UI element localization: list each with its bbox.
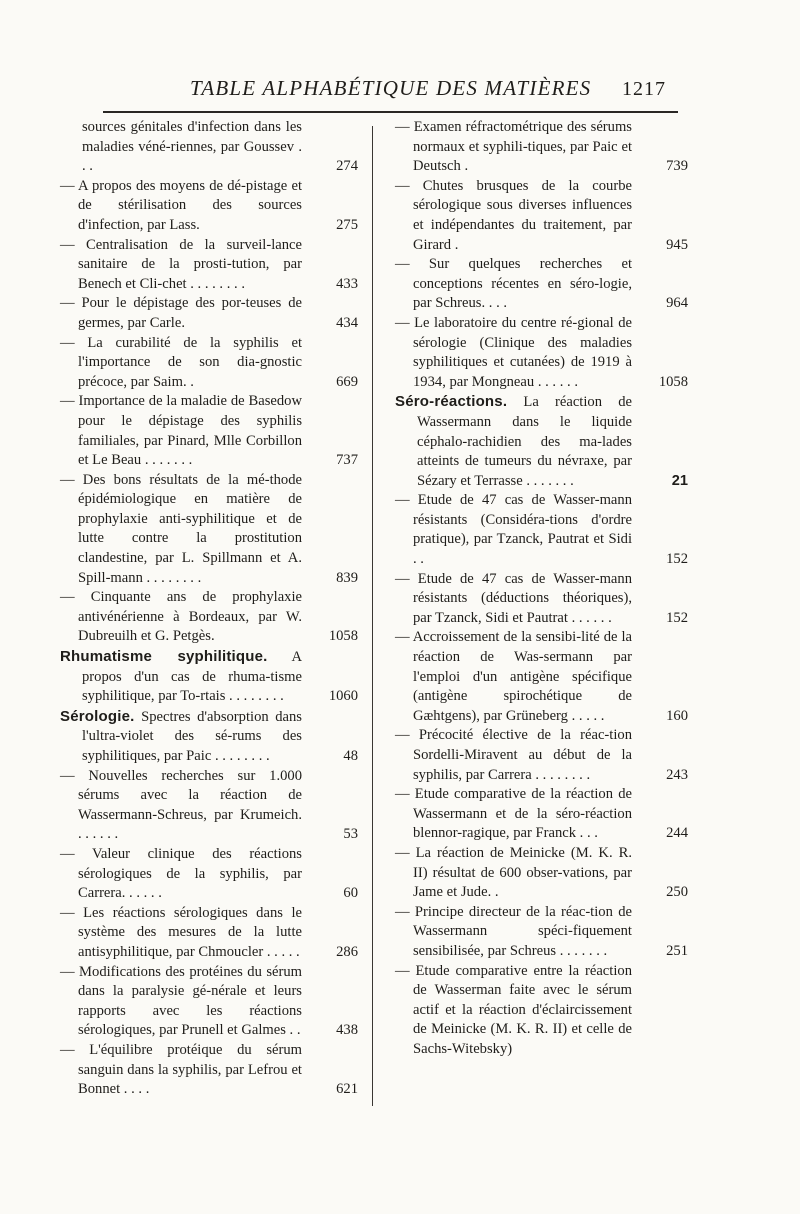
index-entry [60,118,360,177]
index-entry [395,903,690,962]
entry-text [395,392,690,491]
entry-body: — Accroissement de la sensibi-lité de la réaction de Was-sermann par l'emploi d'un antigène spécifique (antigène spirochétique de Gæhtgens), par Grüneberg . . . . . [395,629,632,724]
entry-page-number: 275 [336,216,358,233]
entry-page-number: 1058 [328,628,358,645]
entry-body: — Sur quelques recherches et conceptions récentes en séro-logie, par Schreus. . . . [395,256,632,312]
index-entry [395,491,690,569]
index-entry [60,904,360,963]
entry-body: — La réaction de Meinicke (M. K. R. II) résultat de 600 obser-vations, par Jame et Jude. . [395,844,632,901]
entry-text [395,962,690,1060]
entry-page-number: 243 [666,766,688,783]
entry-text [395,177,690,255]
entry-text [60,767,360,845]
index-entry [395,255,690,314]
entry-body: — Cinquante ans de prophylaxie antivénérienne à Bordeaux, par W. Dubreuilh et G. Petgès. [60,589,302,645]
entry-page-number: 1058 [658,373,688,390]
entry-body: — Chutes brusques de la courbe sérologique sous diverses influences et indépendantes du traitement, par Girard . [395,177,632,253]
index-entry [395,628,690,726]
entry-page-number: 669 [336,373,358,390]
entry-body: — A propos des moyens de dé-pistage et de stérilisation des sources d'infection, par Lass. [60,177,302,233]
entry-text [60,707,360,767]
index-entry [395,314,690,392]
index-entry [60,647,360,707]
index-entry [60,1041,360,1100]
entry-text [395,903,690,962]
entry-text [60,392,360,470]
index-entry [395,726,690,785]
entry-body: — La curabilité de la syphilis et l'importance de son dia-gnostic précoce, par Saim. . [60,334,302,390]
column-divider [372,126,373,1106]
entry-page-number: 438 [336,1022,358,1039]
index-entry [60,177,360,236]
entry-text [60,118,360,177]
entry-body: — Etude de 47 cas de Wasser-mann résistants (déductions théoriques), par Tzanck, Sidi et Pautrat . . . . . . [395,570,632,626]
index-entry [60,392,360,470]
index-entry [60,588,360,647]
entry-heading: Séro-réactions. [395,393,508,411]
entry-text [60,845,360,904]
entry-body: A propos d'un cas de rhuma-tisme syphilitique, par To-rtais . . . . . . . . [82,649,303,705]
index-entry [60,963,360,1041]
entry-text [60,177,360,236]
entry-text [60,588,360,647]
entry-body: — Etude comparative de la réaction de Wassermann et de la séro-réaction blennor-ragique, par Franck . . . [395,786,632,842]
entry-text [60,963,360,1041]
entry-body: Spectres d'absorption dans l'ultra-violet des sé-rums des syphilitiques, par Paic . . . . . . . . [82,708,302,764]
entry-page-number: 251 [666,942,688,959]
entry-body: — Des bons résultats de la mé-thode épidémiologique en matière de prophylaxie anti-syphilitique et de lutte contre la prostitution clandestine, par L. Spillmann et A. Spill-mann . . . . . . . . [60,471,302,586]
index-entry [395,844,690,903]
index-entry [395,118,690,177]
entry-body: — Examen réfractométrique des sérums normaux et syphili-tiques, par Paic et Deutsch . [395,119,632,175]
entry-page-number: 160 [666,707,688,724]
entry-page-number: 1060 [328,688,358,705]
right-column [395,118,690,1060]
page-number: 1217 [622,78,666,100]
entry-body: — Principe directeur de la réac-tion de Wassermann spéci-fiquement sensibilisée, par Schreus . . . . . . . [395,903,632,959]
entry-page-number: 274 [336,158,358,175]
entry-text [395,570,690,629]
index-entry [60,707,360,767]
running-header-title: TABLE ALPHABÉTIQUE DES MATIÈRES [190,76,592,100]
entry-body: — Pour le dépistage des por-teuses de germes, par Carle. [60,295,302,331]
entry-heading: Rhumatisme syphilitique. [60,648,268,666]
entry-body: — L'équilibre protéique du sérum sanguin dans la syphilis, par Lefrou et Bonnet . . . . [60,1041,302,1098]
entry-text [60,294,360,333]
entry-body: — Nouvelles recherches sur 1.000 sérums avec la réaction de Wassermann-Schreus, par Krumeich. . . . . . . [60,767,302,843]
entry-body: — Précocité élective de la réac-tion Sordelli-Miravent au début de la syphilis, par Carrera . . . . . . . . [395,727,632,783]
entry-heading: Sérologie. [60,707,135,725]
entry-page-number: 739 [666,158,688,175]
entry-text [395,726,690,785]
entry-page-number: 964 [666,295,688,312]
entry-text [60,647,360,707]
index-entry [395,392,690,491]
entry-body: — Valeur clinique des réactions sérologiques de la syphilis, par Carrera. . . . . . [60,845,302,902]
entry-text [395,785,690,844]
entry-page-number: 152 [666,551,688,568]
entry-body: — Importance de la maladie de Basedow pour le dépistage des syphilis familiales, par Pinard, Mlle Corbillon et Le Beau . . . . . . . [60,393,302,469]
entry-page-number: 737 [336,452,358,469]
header-rule [103,111,678,113]
entry-text [395,118,690,177]
entry-page-number: 621 [336,1081,358,1098]
entry-text [60,1041,360,1100]
entry-page-number: 250 [666,884,688,901]
entry-text [395,628,690,726]
entry-page-number: 434 [336,314,358,331]
entry-body: sources génitales d'infection dans les maladies véné-riennes, par Goussev . . . [82,119,302,175]
entry-text [60,236,360,295]
entry-body: — Le laboratoire du centre ré-gional de sérologie (Clinique des maladies syphilitiques et cutanées) de 1919 à 1934, par Mongneau . . . . . . [395,314,632,390]
entry-page-number: 244 [666,825,688,842]
left-column [60,118,360,1100]
index-entry [60,471,360,589]
index-entry [60,845,360,904]
entry-body: — Les réactions sérologiques dans le système des mesures de la lutte antisyphilitique, par Chmoucler . . . . . [60,904,302,960]
entry-page-number: 286 [336,943,358,960]
index-entry [60,236,360,295]
entry-text [395,255,690,314]
entry-body: — Centralisation de la surveil-lance sanitaire de la prosti-tution, par Benech et Cli-chet . . . . . . . . [60,236,302,292]
entry-page-number: 152 [666,609,688,626]
entry-page-number: 53 [343,826,358,843]
index-entry [395,177,690,255]
index-entry [60,334,360,393]
entry-text [60,904,360,963]
entry-text [395,491,690,569]
entry-page-number: 839 [336,569,358,586]
entry-page-number: 945 [666,236,688,253]
index-entry [60,294,360,333]
index-entry [395,785,690,844]
index-entry [60,767,360,845]
entry-body: — Modifications des protéines du sérum dans la paralysie gé-nérale et leurs rapports avec les réactions sérologiques, par Prunell et Galmes . . [60,963,302,1039]
entry-page-number: 48 [343,748,358,764]
entry-page-number: 60 [343,885,358,902]
entry-text [60,334,360,393]
entry-body: — Etude de 47 cas de Wasser-mann résistants (Considéra-tions d'ordre pratique), par Tzanck, Pautrat et Sidi . . [395,492,632,568]
entry-text [395,314,690,392]
entry-body: La réaction de Wassermann dans le liquide céphalo-rachidien des ma-lades atteints de tumeurs du névraxe, par Sézary et Terrasse . . . . . . . [417,394,632,489]
index-entry [395,962,690,1060]
entry-text [395,844,690,903]
entry-body: — Etude comparative entre la réaction de Wasserman faite avec le sérum actif et la réaction d'éclaircissement de Meinicke (M. K. R. II) et celle de Sachs-Witebsky) [395,962,632,1057]
entry-page-number: 21 [671,472,688,489]
entry-page-number: 433 [336,275,358,292]
index-entry [395,570,690,629]
entry-text [60,471,360,589]
